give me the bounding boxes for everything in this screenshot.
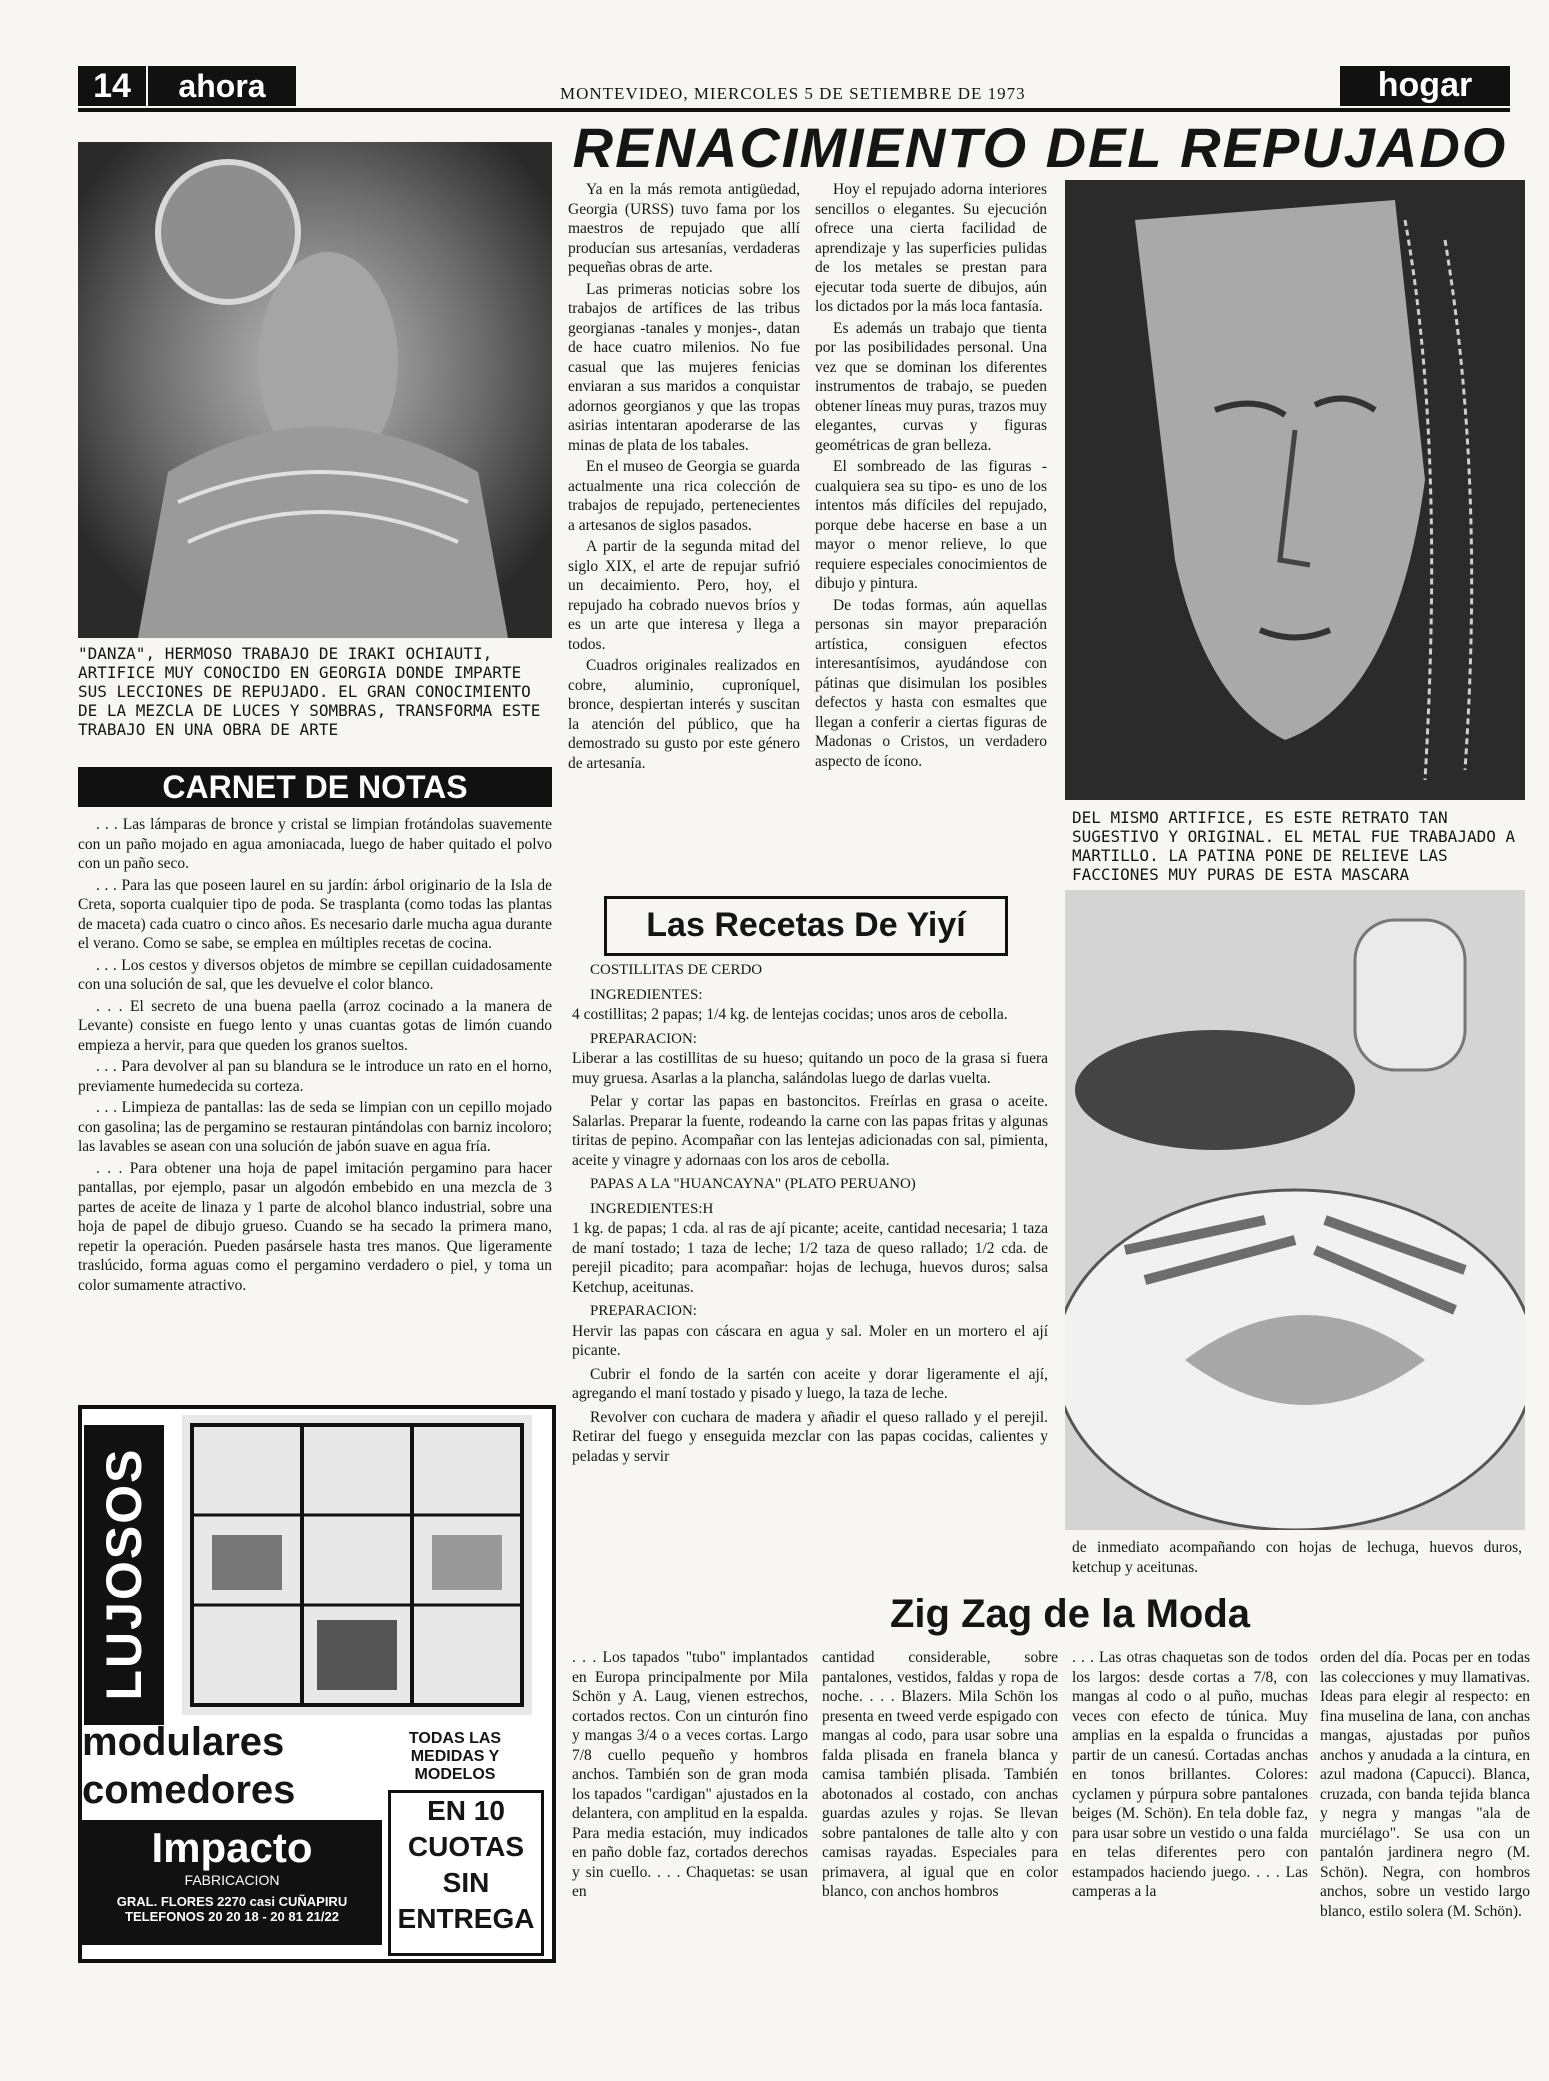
mascara-caption: DEL MISMO ARTIFICE, ES ESTE RETRATO TAN SUGESTIVO Y ORIGINAL. EL METAL FUE TRABAJADO A MARTILLO. LA PATINA PONE DE RELIEVE LAS FACCIONES MUY PURAS DE ESTA MASCARA	[1072, 808, 1516, 884]
section-label: hogar	[1340, 66, 1510, 106]
repujado-column-1	[568, 180, 800, 885]
zigzag-column-1: . . . Los tapados "tubo" implantados en Europa principalmente por Mila Schön y A. Laug, vienen estrechos, cortados rectos. Con un cinturón fino y mangas 3/4 o a veces cortas. Largo 7/8 cuello pequeño y hombros anchos. También son de gran moda los tapados "cardigan" ajustados en la delantera, con amplitud en la espalda. Para media estación, muy indicados en paño doble faz, cortados derechos y sin cuello. . . . Chaquetas: se usan en	[572, 1649, 808, 1900]
mascara-photo	[1065, 180, 1525, 800]
recipe-line	[572, 1301, 1048, 1361]
carnet-title: CARNET DE NOTAS	[78, 767, 552, 807]
carnet-item: . . . El secreto de una buena paella (arroz cocinado a la manera de Levante) consiste en fuego lento y unas cuantas gotas de limón cuando empieza a hervir, para que queden los granos sueltos.	[78, 997, 552, 1054]
article-headline: RENACIMIENTO DEL REPUJADO	[572, 116, 1508, 179]
carnet-item: . . . Para obtener una hoja de papel imitación pergamino para hacer pantallas, por ejemplo, pasar un algodón embebido en una mezcla de 3 partes de aceite de linaza y 1 parte de alcohol blanco industrial, sobre una hoja de papel de dibujo grueso. Cuando se ha secado la primera mano, repetir la operación. Pueden pasársele hasta tres manos. Que ligeramente traslúcido, forma aguas como el pergamino verdadero o piel, y toma un color sumamente atractivo.	[78, 1159, 552, 1294]
recetas-body	[572, 960, 1048, 1585]
recipe-heading: COSTILLITAS DE CERDO	[590, 962, 763, 978]
ad-address: GRAL. FLORES 2270 casi CUÑAPIRU	[116, 1894, 348, 1909]
carnet-item: . . . Para las que poseen laurel en su jardín: árbol originario de la Isla de Creta, soporta cualquier tipo de poda. Se trasplanta (como todas las plantas de maceta) cada cuatro o cinco años. Es necesario darle mucha agua durante el verano. Como se sabe, se emplea en múltiples recetas de cocina.	[78, 876, 552, 952]
carnet-item: . . . Los cestos y diversos objetos de mimbre se cepillan cuidadosamente con una solución de sal, que les devuelve el color blanco.	[78, 956, 552, 993]
recipe-text: Liberar a las costillitas de su hueso; quitando un poco de la grasa si fuera muy gruesa. Asarlas a la plancha, salándolas luego de darlas vuelta.	[572, 1050, 1048, 1087]
ad-vertical-text: LUJOSOS	[96, 1447, 152, 1701]
ad-box-line: EN 10	[427, 1795, 505, 1826]
carnet-item: . . . Limpieza de pantallas: las de seda se limpian con un cepillo mojado con gasolina; las de pergamino se restauran pintándolas con barniz incoloro; las lavables se asean con una solución de jabón suave en agua fría.	[78, 1099, 552, 1155]
ad-box-line: SIN	[442, 1867, 490, 1898]
ad-vertical-banner	[84, 1425, 164, 1725]
recipe-line	[572, 960, 1048, 981]
repujado-paragraph: Ya en la más remota antigüedad, Georgia (URSS) tuvo fama por los maestros de repujado que allí producían sus artesanías, verdaderas pequeñas obras de arte.	[568, 181, 800, 276]
zigzag-column-3: . . . Las otras chaquetas son de todos los largos: desde cortas a 7/8, con mangas al codo o al puño, muchas veces con efecto de túnica. Muy amplias en la espalda o fruncidas a partir de un canesú. Cortadas anchas en tonos brillantes. Colores: cyclamen y púrpura sobre pantalones beiges (M. Schön). En tela doble faz, para usar sobre un vestido o una falda en telas diferentes pero con estampados haciendo juego. . . . Las camperas a la	[1072, 1649, 1308, 1900]
recipe-line	[572, 985, 1048, 1025]
recipe-text: 1 kg. de papas; 1 cda. al ras de ají picante; aceite, cantidad necesaria; 1 taza de maní tostado; 1 taza de leche; 1/2 taza de queso rallado; 1/2 cda. de perejil picadito; para acompañar: hojas de lechuga, huevos duros; salsa Ketchup, aceitunas.	[572, 1220, 1048, 1296]
recipe-heading: PREPARACION:	[590, 1030, 697, 1047]
ad-installments-box	[388, 1790, 544, 1956]
carnet-body	[78, 815, 552, 1395]
recipe-line	[572, 1408, 1048, 1467]
danza-photo	[78, 142, 552, 638]
dateline: MONTEVIDEO, MIERCOLES 5 DE SETIEMBRE DE 1973	[560, 84, 1026, 103]
recipe-heading: PAPAS A LA "HUANCAYNA" (PLATO PERUANO)	[590, 1176, 916, 1192]
recipe-text: Pelar y cortar las papas en bastoncitos. Freírlas en grasa o aceite. Salarlas. Preparar la fuente, rodeando la carne con las papas fritas y algunas tiritas de pepino. Acompañar con las lentejas adicionadas con sal, pimienta, aceite y vinagre y adornaas con los aros de cebolla.	[572, 1093, 1048, 1169]
recipe-text: Hervir las papas con cáscara en agua y sal. Moler en un mortero el ají picante.	[572, 1322, 1048, 1359]
recipe-line	[572, 1365, 1048, 1404]
food-caption: de inmediato acompañando con hojas de lechuga, huevos duros, ketchup y aceitunas.	[1072, 1539, 1522, 1576]
zigzag-title: Zig Zag de la Moda	[889, 1592, 1251, 1636]
danza-caption: "DANZA", HERMOSO TRABAJO DE IRAKI OCHIAUTI, ARTIFICE MUY CONOCIDO EN GEORGIA DONDE IMPARTE SUS LECCIONES DE REPUJADO. EL GRAN CONOCIMIENTO DE LA MEZCLA DE LUCES Y SOMBRAS, TRANSFORMA ESTE TRABAJO EN UNA OBRA DE ARTE	[78, 644, 541, 739]
ad-fabricacion: FABRICACION	[184, 1872, 280, 1888]
recipe-heading: INGREDIENTES:H	[590, 1200, 714, 1217]
recipe-line	[572, 1174, 1048, 1195]
page-number: 14	[78, 66, 146, 106]
repujado-paragraph: En el museo de Georgia se guarda actualmente una rica colección de trabajos de repujado, pertenecientes a artesanos de siglos pasados.	[568, 458, 800, 534]
repujado-column-2	[815, 180, 1047, 885]
food-plate-image	[1065, 890, 1525, 1530]
repujado-paragraph: Hoy el repujado adorna interiores sencillos o elegantes. Su ejecución ofrece una cierta facilidad de aprendizaje y las superficies pulidas de los metales se prestan para ejecutar toda suerte de dibujos, aún los dictados por la más loca fantasía.	[815, 181, 1047, 315]
publication-name: ahora	[148, 66, 296, 106]
repujado-paragraph: Es además un trabajo que tienta por las posibilidades personal. Una vez que se dominan los diferentes instrumentos de trabajo, se pueden obtener líneas muy puras, trazos muy elegantes, curvas y figuras geométricas de gran belleza.	[815, 319, 1047, 454]
recipe-line	[572, 1199, 1048, 1298]
repujado-paragraph: Las primeras noticias sobre los trabajos de artífices de las tribus georgianas -tanales y monjes-, datan de hace cuatro milenios. No fue casual que las mujeres fenicias enviaran a sus maridos a conquistar adornos georgianos y que las tropas asirias intentaran apoderarse de las minas de plata de los tabales.	[568, 280, 800, 454]
furniture-illustration	[182, 1415, 532, 1715]
ad-line-modulares: modulares	[82, 1720, 285, 1764]
recipe-heading: INGREDIENTES:	[590, 986, 703, 1003]
recetas-title: Las Recetas De Yiyí	[604, 896, 1008, 956]
ad-brand-block	[82, 1820, 382, 1945]
carnet-item: . . . Las lámparas de bronce y cristal se limpian frotándolas suavemente con un paño mojado en agua amoniacada, luego de haber quitado el polvo con un paño seco.	[78, 816, 552, 872]
masthead-rule	[78, 108, 1510, 112]
food-photo	[1065, 890, 1525, 1530]
recipe-line	[572, 1029, 1048, 1089]
zigzag-column-4: orden del día. Pocas per en todas las colecciones y muy llamativas. Ideas para elegir al respecto: en fina muselina de lana, con anchas mangas, ajustadas por puños anchos y anudada a la cintura, en azul madona (Capucci). Blanca, cruzada, con banda tejida blanca y negra y mangas "ala de murciélago". Se usa con un pantalón jardinera negro (M. Schön). Negra, con hombros anchos, sobre un vestido largo blanco, estilo solera (M. Schön).	[1320, 1649, 1530, 1920]
ad-box-line: ENTREGA	[397, 1903, 535, 1934]
recipe-text: 4 costillitas; 2 papas; 1/4 kg. de lentejas cocidas; unos aros de cebolla.	[572, 1006, 1008, 1023]
danza-relief-image	[78, 142, 552, 638]
recipe-heading: PREPARACION:	[590, 1303, 697, 1319]
ad-box-line: CUOTAS	[407, 1831, 525, 1862]
recipe-text: Cubrir el fondo de la sartén con aceite y dorar ligeramente el ají, agregando el maní tostado y pisado y luego, la taza de leche.	[572, 1365, 1048, 1402]
zigzag-column-2: cantidad considerable, sobre pantalones, vestidos, faldas y ropa de noche. . . . Blazers. Mila Schön los presenta en tweed verde espigado con mangas al codo, para usar sobre una falda plisada en franela blanca y camisa también plisada. También abotonados al costado, con anchas guardas azules y rojas. Se llevan sobre pantalones de talle alto y con camisas rayadas. Especiales para primavera, al igual que en color blanco, con anchos hombros	[822, 1649, 1058, 1900]
ad-brand: Impacto	[151, 1824, 313, 1871]
repujado-paragraph: El sombreado de las figuras -cualquiera sea su tipo- es uno de los intentos más difíciles del repujado, porque debe hacerse en base a un mayor o menor relieve, lo que requiere especiales conocimientos de dibujo y pintura.	[815, 458, 1047, 592]
carnet-item: . . . Para devolver al pan su blandura se le introduce un rato en el horno, previamente humedecida su corteza.	[78, 1058, 552, 1095]
mascara-image	[1065, 180, 1525, 800]
recipe-text: Revolver con cuchara de madera y añadir el queso rallado y el perejil. Retirar del fuego y enseguida mezclar con las papas cocidas, calientes y peladas y servir	[572, 1408, 1048, 1465]
ad-todas-medidas: TODAS LAS MEDIDAS Y MODELOS	[408, 1730, 502, 1783]
ad-phones: TELEFONOS 20 20 18 - 20 81 21/22	[125, 1909, 339, 1924]
repujado-paragraph: De todas formas, aún aquellas personas sin mayor preparación artística, consiguen efectos interesantísimos, ayudándose con pátinas que disimulan los posibles defectos y hasta con esmaltes que llegan a conferir a ciertas figuras de Madonas o Cristos, un verdadero aspecto de ícono.	[815, 596, 1047, 770]
repujado-paragraph: Cuadros originales realizados en cobre, aluminio, cuproníquel, bronce, despiertan interés y suscitan la atención del público, que ha demostrado su gusto por este género de artesanía.	[568, 657, 800, 772]
recipe-line	[572, 1092, 1048, 1170]
ad-line-comedores: comedores	[82, 1768, 296, 1812]
repujado-paragraph: A partir de la segunda mitad del siglo XIX, el arte de repujar sufrió un decaimiento. Pero, hoy, el repujado ha cobrado nuevos bríos y es un arte que interesa y llega a todos.	[568, 538, 800, 653]
